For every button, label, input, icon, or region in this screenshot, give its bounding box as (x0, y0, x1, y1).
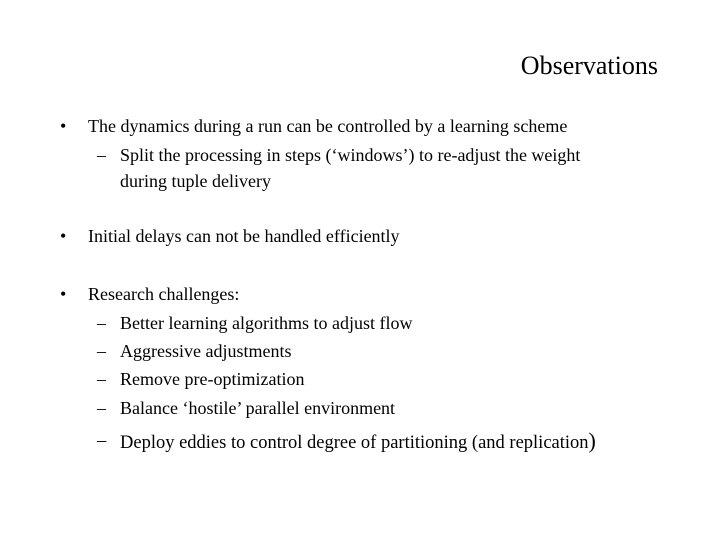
bullet-3-sub-5-text: Deploy eddies to control degree of partitioning (and replication (120, 433, 589, 453)
closing-paren: ) (588, 428, 596, 453)
bullet-3-sub-3-text: Remove pre-optimization (120, 369, 305, 389)
dash-mark: – (97, 431, 107, 451)
bullet-3-sub-4-text: Balance ‘hostile’ parallel environment (120, 398, 396, 418)
bullet-mark: • (60, 284, 67, 304)
dash-mark: – (97, 398, 106, 418)
bullet-3-text: Research challenges: (88, 284, 240, 304)
bullet-3-sub-5-line (120, 429, 596, 455)
bullet-2-text: Initial delays can not be handled efficiently (88, 226, 400, 246)
bullet-3-sub-1-text: Better learning algorithms to adjust flow (120, 313, 413, 333)
dash-mark: – (97, 145, 106, 165)
dash-mark: – (97, 369, 106, 389)
bullet-mark: • (60, 226, 67, 246)
bullet-mark: • (60, 116, 67, 136)
bullet-1-sub-1-line-1: Split the processing in steps (‘windows’) to re-adjust the weight (120, 145, 581, 165)
bullet-1-sub-1-line-2: during tuple delivery (120, 171, 271, 191)
dash-mark: – (97, 313, 106, 333)
dash-mark: – (97, 341, 106, 361)
bullet-1-text: The dynamics during a run can be controlled by a learning scheme (88, 116, 568, 136)
slide-title: Observations (520, 51, 658, 80)
bullet-3-sub-2-text: Aggressive adjustments (120, 341, 292, 361)
